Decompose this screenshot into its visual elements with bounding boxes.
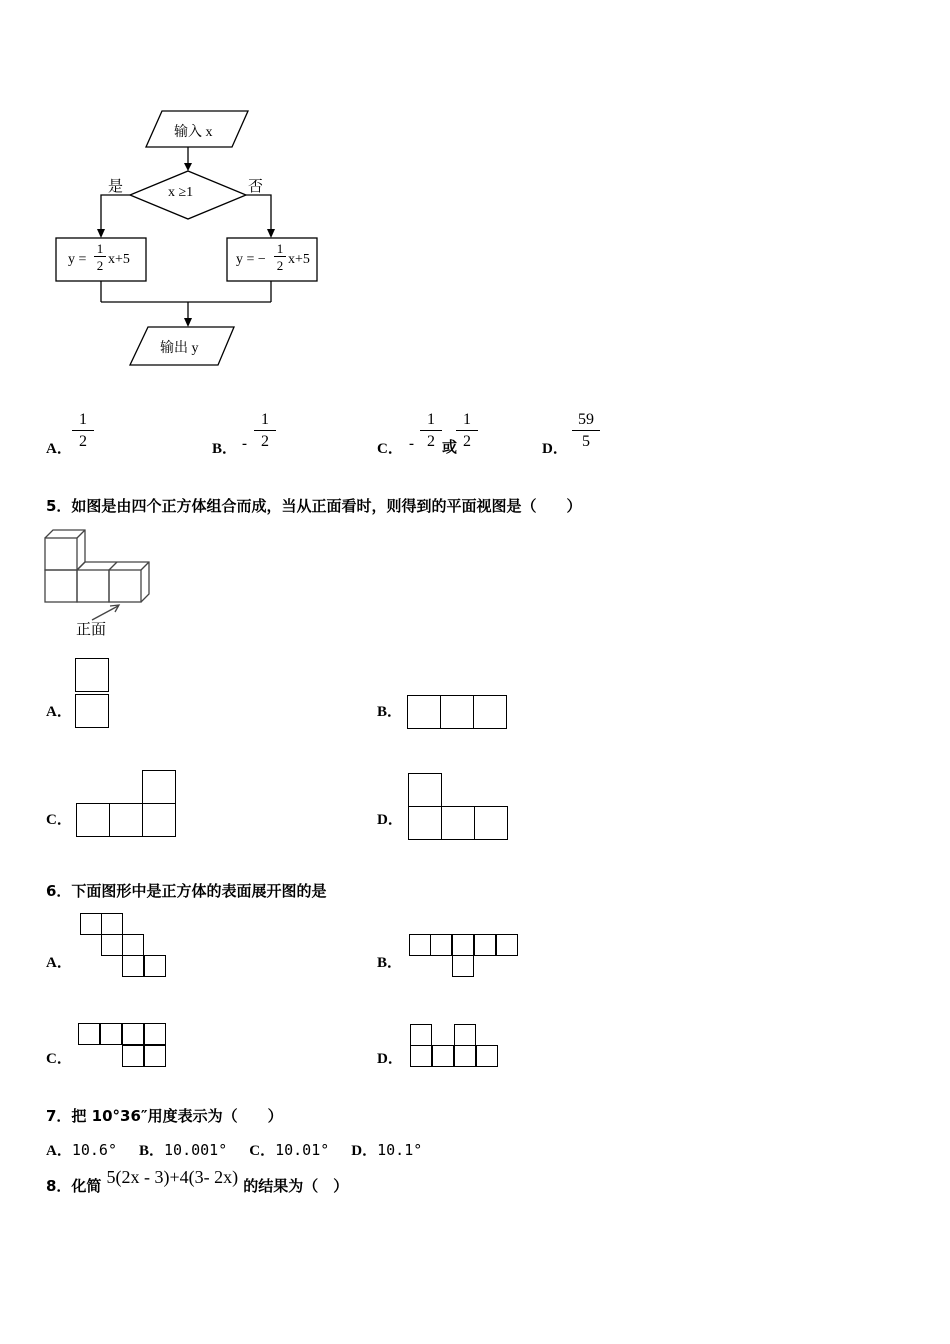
- q4-option-c-fraction-1: $\frac{1}{2}$: [420, 410, 442, 453]
- q4-option-b-sign: -: [242, 436, 247, 452]
- square: [122, 1045, 144, 1067]
- square: [409, 934, 431, 956]
- square: [142, 803, 176, 837]
- square: [76, 803, 110, 837]
- q7-option-a-value: 10.6°: [71, 1141, 117, 1159]
- q4-option-a-label: A．: [46, 441, 72, 457]
- q7-option-d-label: D．: [351, 1143, 378, 1159]
- q5-front-label: 正面: [76, 620, 107, 638]
- square: [432, 1045, 454, 1067]
- square: [122, 934, 144, 956]
- square: [144, 1023, 166, 1045]
- q6-option-c-label: C．: [46, 1051, 72, 1067]
- right-formula-num: 1: [274, 241, 286, 257]
- q5-option-c-label: C．: [46, 812, 72, 828]
- q4-option-d-fraction: $\frac{59}{5}$: [572, 410, 600, 453]
- q5-option-a-label: A．: [46, 704, 72, 720]
- square: [410, 1045, 432, 1067]
- q7-option-c-label: C．: [249, 1143, 276, 1159]
- q5-option-d-label: D．: [377, 812, 403, 828]
- square: [100, 1023, 122, 1045]
- q7-question: 7．把 10°36″用度表示为（ ）: [46, 1107, 283, 1125]
- right-formula-den: 2: [276, 258, 284, 273]
- square: [473, 695, 507, 729]
- output-label: 输出 y: [160, 341, 199, 356]
- q8-suffix: 的结果为（ ）: [243, 1177, 349, 1195]
- square: [408, 806, 442, 840]
- square: [474, 806, 508, 840]
- square: [496, 934, 518, 956]
- square: [454, 1024, 476, 1046]
- q6-option-b-label: B．: [377, 955, 403, 971]
- square: [452, 934, 474, 956]
- square: [122, 955, 144, 977]
- q4-option-c-label: C．: [377, 441, 403, 457]
- q6-option-d-label: D．: [377, 1051, 403, 1067]
- no-label: 否: [248, 179, 264, 195]
- q4-option-c-or: 或: [442, 438, 458, 456]
- square: [410, 1024, 432, 1046]
- square: [122, 1023, 144, 1045]
- condition-label: x ≥1: [168, 185, 194, 200]
- q4-option-c-sign: -: [409, 436, 414, 452]
- square: [440, 695, 474, 729]
- q4-option-b-fraction: $\frac{1}{2}$: [254, 410, 276, 453]
- right-formula-post: x+5: [288, 252, 310, 267]
- square: [75, 694, 109, 728]
- square: [452, 955, 474, 977]
- q6-question: 6．下面图形中是正方体的表面展开图的是: [46, 882, 327, 900]
- q7-option-b-label: B．: [139, 1143, 165, 1159]
- q7-option-d-value: 10.1°: [377, 1141, 423, 1159]
- q5-question: 5．如图是由四个正方体组合而成，当从正面看时，则得到的平面视图是（ ）: [46, 497, 582, 515]
- left-formula-den: 2: [96, 258, 104, 273]
- q4-option-a-fraction: $\frac{1}{2}$: [72, 410, 94, 453]
- q4-option-d-label: D．: [542, 441, 568, 457]
- square: [75, 658, 109, 692]
- q7-option-c-value: 10.01°: [275, 1141, 330, 1159]
- square: [476, 1045, 498, 1067]
- square: [144, 1045, 166, 1067]
- q8-expression: 5(2x - 3)+4(3- 2x): [106, 1167, 239, 1187]
- square: [101, 913, 123, 935]
- square: [474, 934, 496, 956]
- square: [407, 695, 441, 729]
- square: [101, 934, 123, 956]
- q6-option-a-label: A．: [46, 955, 72, 971]
- square: [78, 1023, 100, 1045]
- left-formula-post: x+5: [108, 252, 130, 267]
- q8-prefix: 8．化简: [46, 1177, 102, 1195]
- left-formula-num: 1: [94, 241, 106, 257]
- yes-label: 是: [108, 179, 124, 195]
- q7-options: [46, 1139, 422, 1160]
- input-label: 输入 x: [174, 125, 213, 140]
- flowchart: [50, 105, 330, 375]
- square: [80, 913, 102, 935]
- flowchart-lines: [50, 105, 330, 375]
- square: [109, 803, 143, 837]
- square: [142, 770, 176, 804]
- q7-option-b-value: 10.001°: [164, 1141, 228, 1159]
- q4-option-c-fraction-2: $\frac{1}{2}$: [456, 410, 478, 453]
- square: [441, 806, 475, 840]
- square: [430, 934, 452, 956]
- square: [408, 773, 442, 807]
- q4-option-b-label: B．: [212, 441, 238, 457]
- right-formula-pre: y = −: [236, 252, 266, 267]
- square: [144, 955, 166, 977]
- q8-question: [46, 1167, 349, 1196]
- square: [454, 1045, 476, 1067]
- left-formula-pre: y =: [68, 252, 87, 267]
- q7-option-a-label: A．: [46, 1143, 72, 1159]
- q5-option-b-label: B．: [377, 704, 403, 720]
